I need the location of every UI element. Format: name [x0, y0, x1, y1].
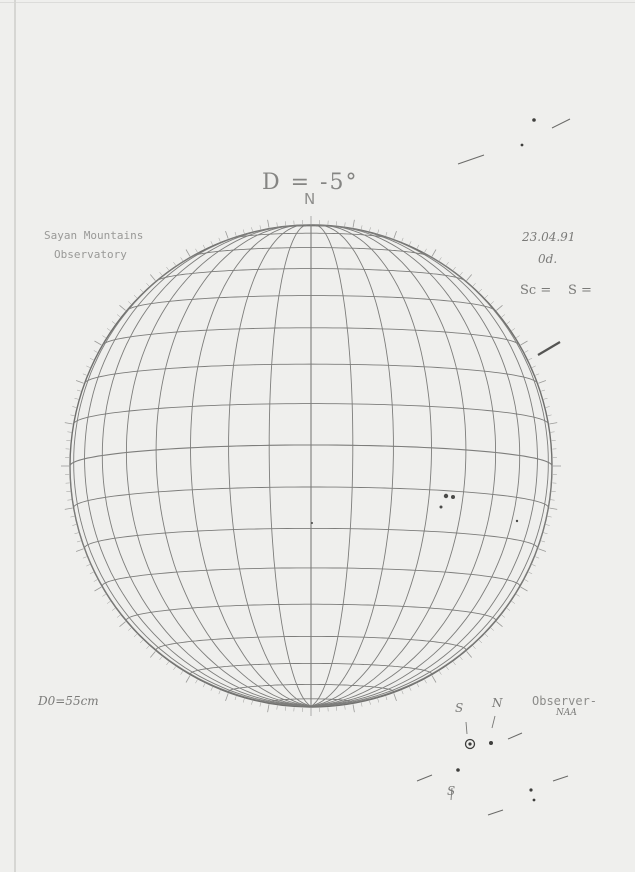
limb-tick: [203, 684, 205, 688]
limb-tick: [166, 267, 168, 270]
pencil-mark: [458, 155, 484, 164]
limb-tick: [453, 267, 455, 270]
limb-tick: [211, 687, 213, 691]
limb-tick: [345, 222, 346, 226]
limb-tick: [160, 272, 163, 275]
limb-tick: [548, 415, 552, 416]
longitude-line: [311, 228, 520, 706]
limb-tick: [107, 601, 110, 603]
limb-tick: [140, 289, 143, 292]
limb-tick: [252, 227, 253, 231]
limb-tick: [544, 398, 548, 399]
longitude-line: [311, 225, 353, 706]
limb-streak: [538, 342, 560, 355]
limb-tick: [546, 407, 550, 408]
limb-tick: [128, 301, 131, 304]
limb-tick: [86, 366, 90, 368]
s-label: S =: [568, 283, 592, 298]
limb-tick: [432, 676, 436, 683]
limb-tick: [95, 587, 102, 591]
pencil-dot: [489, 741, 493, 745]
limb-tick: [160, 657, 163, 660]
limb-tick: [491, 628, 494, 631]
limb-tick: [243, 699, 244, 703]
limb-tick: [173, 262, 175, 265]
limb-tick: [90, 572, 94, 574]
limb-tick: [181, 257, 183, 260]
limb-tick: [361, 703, 362, 707]
limb-tick: [529, 358, 533, 360]
limb-tick: [150, 275, 155, 281]
limb-tick: [226, 693, 229, 701]
pencil-mark: [552, 119, 570, 128]
limb-tick: [67, 500, 71, 501]
limb-tick: [485, 295, 488, 298]
limb-tick: [491, 301, 494, 304]
longitude-line: [229, 225, 311, 706]
pencil-dot: [529, 788, 532, 791]
limb-tick: [117, 615, 120, 618]
limb-tick: [120, 305, 126, 310]
orientation-axis: [466, 722, 467, 734]
diameter-label: D0=55cm: [38, 694, 99, 708]
longitude-line: [311, 225, 393, 706]
observatory-line-2: Observatory: [54, 248, 127, 261]
limb-tick: [268, 704, 269, 712]
sc-label: Sc =: [520, 283, 552, 298]
limb-tick: [75, 398, 79, 399]
longitude-line: [269, 225, 311, 706]
limb-tick: [196, 249, 198, 253]
pencil-mark: [553, 776, 568, 781]
limb-tick: [417, 245, 419, 249]
limb-tick: [146, 283, 149, 286]
limb-tick: [549, 423, 557, 424]
limb-tick: [525, 580, 529, 582]
declination-label: D = -5°: [262, 170, 359, 195]
limb-tick: [134, 634, 137, 637]
limb-tick: [150, 651, 155, 657]
limb-tick: [70, 516, 74, 517]
limb-tick: [134, 295, 137, 298]
limb-tick: [203, 245, 205, 249]
limb-tick: [460, 272, 463, 275]
limb-tick: [521, 341, 528, 345]
limb-tick: [409, 241, 411, 245]
limb-tick: [102, 594, 105, 596]
limb-tick: [107, 328, 110, 330]
limb-tick: [72, 525, 76, 526]
limb-tick: [439, 671, 441, 674]
limb-tick: [260, 703, 261, 707]
observation-date: 23.04.91: [522, 230, 576, 244]
limb-tick: [538, 381, 546, 384]
limb-tick: [67, 432, 71, 433]
limb-tick: [235, 232, 236, 236]
longitude-line: [311, 226, 466, 706]
limb-tick: [75, 533, 79, 534]
pencil-dot: [533, 799, 536, 802]
observer-name: NAA: [556, 708, 577, 718]
limb-tick: [117, 315, 120, 318]
limb-tick: [479, 289, 482, 292]
pencil-mark: [508, 733, 522, 739]
limb-tick: [196, 680, 198, 684]
limb-tick: [473, 646, 476, 649]
limb-tick: [128, 628, 131, 631]
orientation-south-label: S: [455, 701, 464, 715]
limb-tick: [219, 690, 221, 694]
limb-tick: [549, 508, 557, 509]
limb-tick: [181, 671, 183, 674]
limb-tick: [402, 238, 404, 242]
limb-tick: [546, 525, 550, 526]
limb-tick: [86, 564, 90, 566]
longitude-line: [311, 225, 432, 706]
limb-tick: [277, 706, 278, 710]
pencil-dot: [532, 118, 536, 122]
limb-tick: [521, 587, 528, 591]
limb-tick: [453, 662, 455, 665]
limb-tick: [467, 275, 472, 281]
limb-tick: [77, 390, 81, 391]
limb-tick: [425, 680, 427, 684]
limb-tick: [439, 257, 441, 260]
pencil-mark: [417, 775, 432, 781]
limb-tick: [551, 432, 555, 433]
limb-tick: [378, 699, 379, 703]
sunspot-mark: [516, 520, 518, 522]
limb-tick: [386, 232, 387, 236]
sunspot-mark: [311, 522, 313, 524]
limb-tick: [538, 549, 546, 552]
limb-tick: [535, 557, 539, 559]
limb-tick: [532, 564, 536, 566]
limb-tick: [95, 341, 102, 345]
longitude-line: [85, 233, 312, 706]
limb-tick: [446, 262, 448, 265]
limb-tick: [243, 230, 244, 234]
limb-tick: [417, 684, 419, 688]
limb-tick: [72, 407, 76, 408]
limb-tick: [378, 230, 379, 234]
limb-tick: [83, 374, 87, 376]
limb-tick: [496, 622, 502, 627]
limb-tick: [473, 283, 476, 286]
limb-tick: [516, 336, 519, 338]
limb-tick: [353, 704, 354, 712]
limb-tick: [140, 640, 143, 643]
limb-tick: [432, 250, 436, 257]
limb-tick: [226, 231, 229, 239]
limb-tick: [529, 572, 533, 574]
sunspot-mark: [440, 506, 443, 509]
limb-tick: [532, 366, 536, 368]
sunspot-mark: [451, 495, 455, 499]
limb-tick: [496, 305, 502, 310]
limb-tick: [446, 667, 448, 670]
pencil-dot: [456, 768, 460, 772]
limb-tick: [146, 646, 149, 649]
limb-tick: [65, 508, 73, 509]
limb-tick: [544, 533, 548, 534]
limb-tick: [516, 594, 519, 596]
observer-label: Observer-: [532, 694, 598, 708]
limb-tick: [268, 220, 269, 228]
limb-tick: [512, 328, 515, 330]
limb-tick: [235, 696, 236, 700]
north-label: N: [304, 190, 316, 208]
limb-tick: [507, 608, 510, 610]
limb-tick: [102, 336, 105, 338]
limb-tick: [507, 321, 510, 323]
sunspot-mark: [444, 494, 448, 498]
longitude-line: [156, 226, 311, 706]
limb-tick: [512, 601, 515, 603]
limb-tick: [460, 657, 463, 660]
observation-time: 0d.: [538, 252, 558, 266]
limb-tick: [353, 220, 354, 228]
limb-tick: [186, 250, 190, 257]
limb-tick: [65, 423, 73, 424]
limb-tick: [402, 690, 404, 694]
limb-tick: [173, 667, 175, 670]
limb-tick: [211, 241, 213, 245]
limb-tick: [502, 615, 505, 618]
longitude-line: [311, 233, 538, 706]
limb-tick: [479, 640, 482, 643]
observatory-line-1: Sayan Mountains: [44, 229, 144, 242]
longitude-line: [102, 228, 311, 706]
limb-tick: [94, 351, 98, 353]
limb-tick: [260, 225, 261, 229]
limb-tick: [112, 321, 115, 323]
limb-tick: [394, 231, 397, 239]
orientation-north-label: N: [492, 696, 503, 710]
earth-symbol-dot: [468, 742, 471, 745]
limb-tick: [77, 541, 81, 542]
limb-tick: [186, 676, 190, 683]
limb-tick: [548, 516, 552, 517]
orientation-south-lower-label: S: [447, 784, 456, 798]
limb-tick: [541, 390, 545, 391]
limb-tick: [83, 557, 87, 559]
limb-tick: [361, 225, 362, 229]
pencil-mark: [488, 810, 503, 815]
limb-tick: [541, 541, 545, 542]
limb-tick: [425, 249, 427, 253]
limb-tick: [386, 696, 387, 700]
limb-tick: [525, 351, 529, 353]
limb-tick: [551, 500, 555, 501]
limb-tick: [120, 622, 126, 627]
limb-tick: [502, 315, 505, 318]
limb-tick: [70, 415, 74, 416]
limb-tick: [166, 662, 168, 665]
limb-tick: [94, 580, 98, 582]
limb-tick: [467, 651, 472, 657]
limb-tick: [370, 701, 371, 705]
pencil-dot: [521, 144, 524, 147]
limb-tick: [252, 701, 253, 705]
limb-tick: [90, 358, 94, 360]
limb-tick: [112, 608, 115, 610]
limb-tick: [485, 634, 488, 637]
limb-tick: [535, 374, 539, 376]
limb-tick: [409, 687, 411, 691]
limb-tick: [277, 222, 278, 226]
longitude-line: [191, 225, 312, 706]
limb-tick: [76, 549, 84, 552]
limb-tick: [76, 381, 84, 384]
limb-tick: [345, 706, 346, 710]
orientation-axis: [492, 716, 495, 728]
limb-tick: [219, 238, 221, 242]
limb-tick: [370, 227, 371, 231]
limb-tick: [394, 693, 397, 701]
